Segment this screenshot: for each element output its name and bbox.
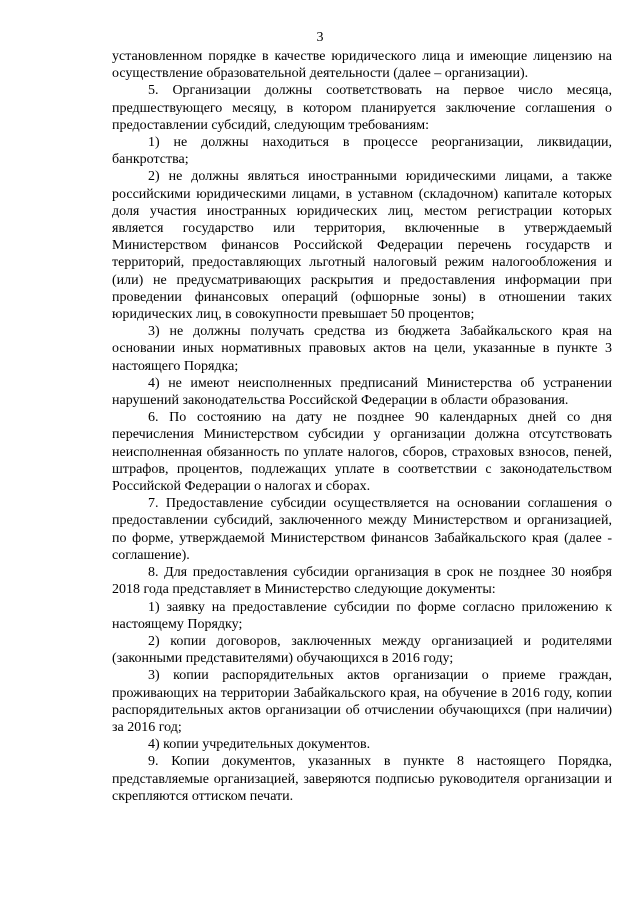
paragraph-8-item-3: 3) копии распорядительных актов организации о приеме граждан, проживающих на территории Забайкальского края, на обучение в 2016 году, копии распорядительных актов организации об отчислении обучающихся (при наличии) за 2016 год; (112, 668, 612, 735)
paragraph-8: 8. Для предоставления субсидии организация в срок не позднее 30 ноября 2018 года представляет в Министерство следующие документы: (112, 565, 612, 598)
paragraph-5-item-3: 3) не должны получать средства из бюджета Забайкальского края на основании иных нормативных правовых актов на цели, указанные в пункте 3 настоящего Порядка; (112, 324, 612, 374)
paragraph-1: установленном порядке в качестве юридического лица и имеющие лицензию на осуществление образовательной деятельности (далее – организации). (112, 49, 612, 82)
paragraph-5-item-1: 1) не должны находиться в процессе реорганизации, ликвидации, банкротства; (112, 135, 612, 168)
paragraph-5-item-2: 2) не должны являться иностранными юридическими лицами, а также российскими юридическими лицами, в уставном (складочном) капитале которых доля участия иностранных юридических лиц, местом регистрации которых является государство или территория, включенные в утверждаемый Министерством финансов Российской Федерации перечень государств и территорий, предоставляющих льготный налоговый режим налогообложения и (или) не предусматривающих раскрытия и предоставления информации при проведении финансовых операций (офшорные зоны) в отношении таких юридических лиц, в совокупности превышает 50 процентов; (112, 169, 612, 323)
document-body (112, 48, 612, 805)
paragraph-6: 6. По состоянию на дату не позднее 90 календарных дней со дня перечисления Министерством субсидии у организации должна отсутствовать неисполненная обязанность по уплате налогов, сборов, страховых взносов, пеней, штрафов, процентов, подлежащих уплате в соответствии с законодательством Российской Федерации о налогах и сборах. (112, 410, 612, 495)
paragraph-8-item-2: 2) копии договоров, заключенных между организацией и родителями (законными представителями) обучающихся в 2016 году; (112, 633, 612, 667)
paragraph-7: 7. Предоставление субсидии осуществляется на основании соглашения о предоставлении субсидий, заключенного между Министерством и организацией, по форме, утверждаемой Министерством финансов Забайкальского края (далее - соглашение). (112, 496, 612, 563)
paragraph-8-item-4: 4) копии учредительных документов. (148, 737, 371, 753)
page-number: 3 (316, 30, 324, 45)
paragraph-5: 5. Организации должны соответствовать на первое число месяца, предшествующего месяцу, в котором планируется заключение соглашения о предоставлении субсидий, следующим требованиям: (112, 83, 612, 133)
paragraph-8-item-1: 1) заявку на предоставление субсидии по форме согласно приложению к настоящему Порядку; (112, 599, 612, 632)
paragraph-9: 9. Копии документов, указанных в пункте 8 настоящего Порядка, представляемые организацией, заверяются подписью руководителя организации и скрепляются оттиском печати. (112, 754, 612, 804)
paragraph-5-item-4: 4) не имеют неисполненных предписаний Министерства об устранении нарушений законодательства Российской Федерации в области образования. (112, 375, 612, 409)
